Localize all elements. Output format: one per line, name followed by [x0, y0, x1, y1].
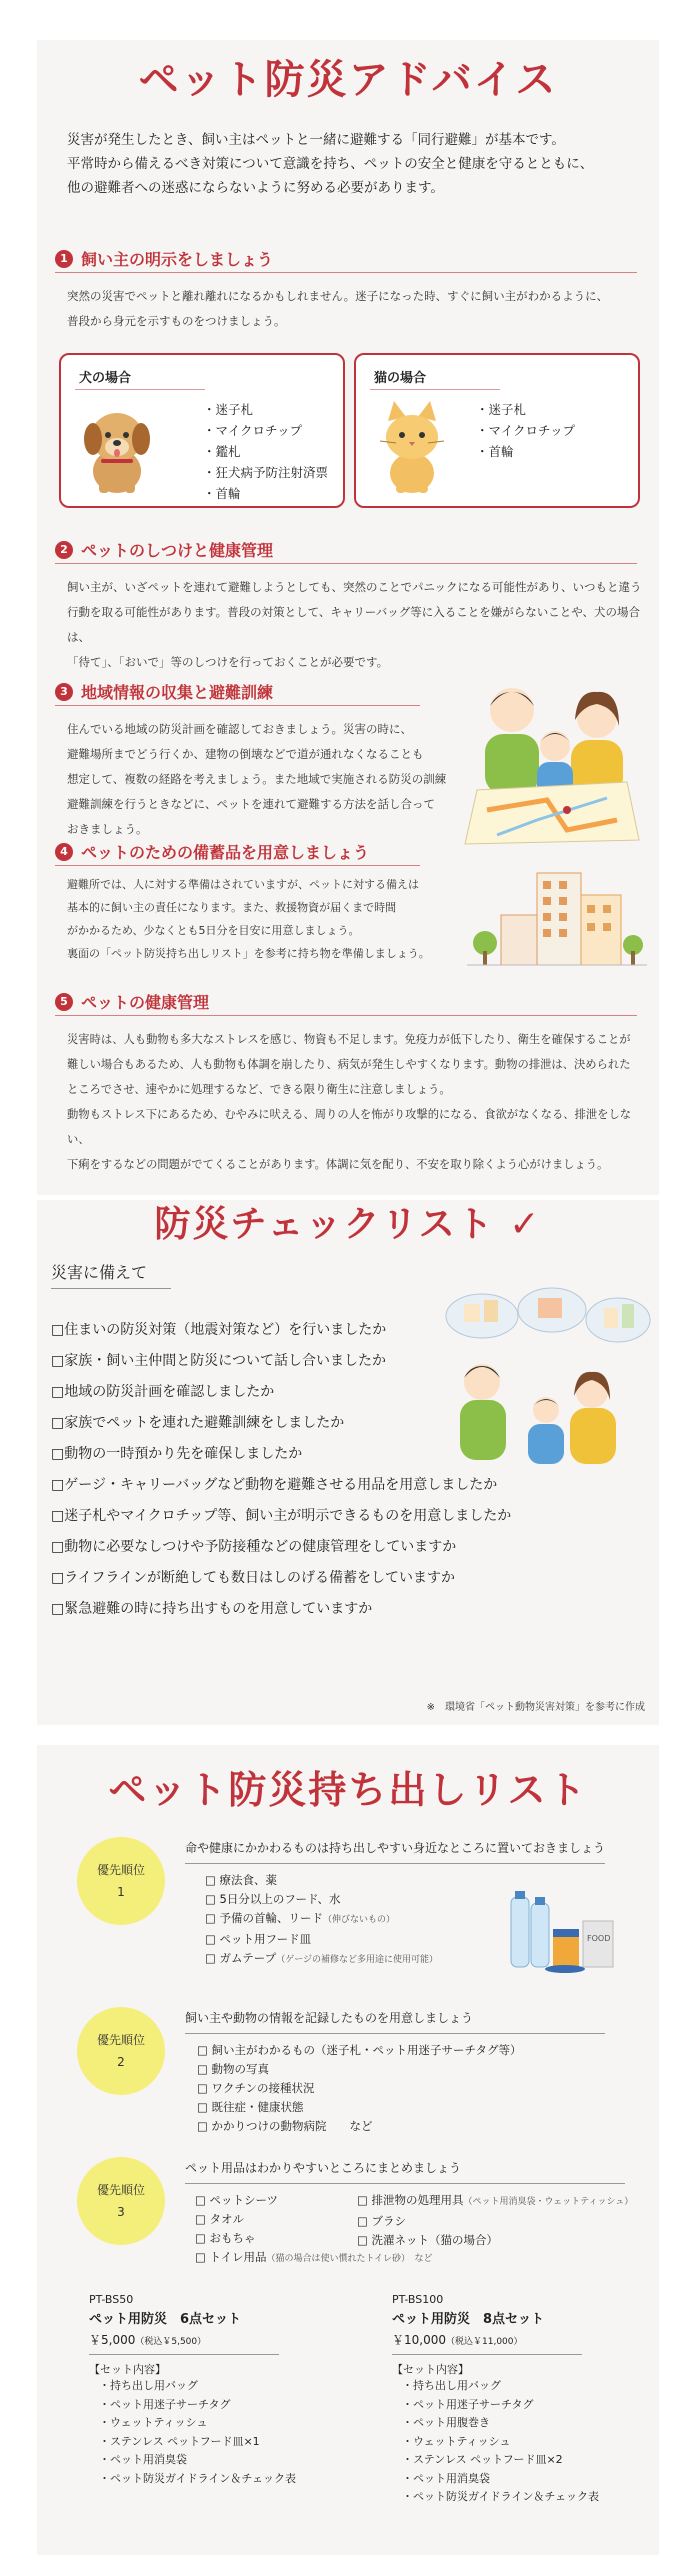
item-label: □ 予備の首輪、リード — [205, 1911, 324, 1925]
cat-box — [354, 353, 640, 508]
priority-divider — [185, 1863, 605, 1864]
priority-label: 優先順位 — [96, 2183, 145, 2197]
priority-3-desc: ペット用品はわかりやすいところにまとめましょう — [185, 2161, 462, 2175]
checklist-item[interactable]: □迷子札やマイクロチップ等、飼い主が明示できるものを用意しましたか — [51, 1508, 512, 1524]
list-item[interactable]: □ 飼い主がわかるもの（迷子札・ペット用迷子サーチタグ等） — [197, 2043, 522, 2057]
body-line: 住んでいる地域の防災計画を確認しておきましょう。災害の時に、 — [67, 722, 412, 736]
checklist-item[interactable]: □ライフラインが断絶しても数日はしのげる備蓄をしていますか — [51, 1570, 455, 1586]
body-line: 裏面の「ペット防災持ち出しリスト」を参考に持ち物を準備しましょう。 — [67, 947, 430, 960]
list-item[interactable] — [205, 1930, 505, 1949]
body-line: 災害時は、人も動物も多大なストレスを感じ、物資も不足します。免疫力が低下したり、衛生を確保することが — [67, 1033, 631, 1046]
section-divider — [55, 705, 420, 706]
set-8pc — [392, 2293, 642, 2507]
takeout-title: ペット防災持ち出しリスト — [108, 1768, 588, 1812]
list-item: ・ステンレス ペットフード皿×2 — [402, 2453, 563, 2466]
priority-divider — [185, 2183, 625, 2184]
priority-3-items-right — [357, 2191, 647, 2250]
section-5-heading — [55, 990, 209, 1013]
list-item[interactable]: □ 既往症・健康状態 — [197, 2100, 304, 2114]
section-4-body — [67, 873, 477, 965]
list-item[interactable] — [357, 2191, 647, 2212]
set-code: PT-BS50 — [89, 2293, 134, 2306]
dog-illustration — [77, 399, 157, 495]
checklist-item[interactable]: □ゲージ・キャリーバッグなど動物を避難させる用品を用意しましたか — [51, 1477, 498, 1493]
list-item: ・ペット用迷子サーチタグ — [99, 2397, 231, 2411]
list-item: ・持ち出し用バッグ — [402, 2379, 501, 2392]
advice-panel — [37, 40, 659, 1195]
list-item[interactable] — [205, 1890, 505, 1909]
item-note: （伸びないもの） — [323, 1915, 396, 1925]
food-label: FOOD — [587, 1934, 611, 1943]
section-4-title: ペットのための備蓄品を用意しましょう — [81, 843, 370, 862]
body-line: 難しい場合もあるため、人も動物も体調を崩したり、病気が発生しやすくなります。動物の排泄は、決められた — [67, 1058, 631, 1071]
list-item: ・ペット用腹巻き — [402, 2416, 490, 2429]
section-3-heading — [55, 680, 273, 703]
list-item[interactable] — [205, 1949, 505, 1970]
section-2-heading — [55, 538, 273, 561]
section-3-body — [67, 717, 447, 842]
section-number-badge: 3 — [55, 683, 73, 701]
priority-2-desc: 飼い主や動物の情報を記録したものを用意しましょう — [185, 2011, 474, 2025]
set-code: PT-BS100 — [392, 2293, 444, 2306]
checklist-heading — [37, 1196, 659, 1247]
priority-label: 優先順位 — [96, 1863, 145, 1877]
set-contents — [402, 2377, 642, 2507]
body-line: がかかるため、少なくとも5日分を目安に用意しましょう。 — [67, 924, 360, 937]
body-line: ところでさせ、速やかに処理するなど、できる限り衛生に注意しましょう。 — [67, 1083, 451, 1096]
list-item: ・マイクロチップ — [476, 423, 576, 438]
list-item[interactable]: □ タオル — [195, 2212, 245, 2226]
section-number-badge: 1 — [55, 250, 73, 268]
checklist-subtitle: 災害に備えて — [51, 1263, 148, 1282]
section-divider — [55, 272, 637, 273]
body-line: 下痢をするなどの問題がでてくることがあります。体調に気を配り、不安を取り除くよう心がけましょう。 — [67, 1158, 609, 1171]
item-label: □ 排泄物の処理用具 — [357, 2193, 464, 2207]
priority-divider — [185, 2033, 605, 2034]
list-item: ・迷子札 — [203, 402, 254, 417]
list-item: ・ペット防災ガイドライン＆チェック表 — [99, 2471, 297, 2485]
cat-illustration — [372, 399, 452, 495]
checklist-panel — [37, 1200, 659, 1725]
list-item[interactable]: □ 洗濯ネット（猫の場合） — [357, 2233, 499, 2247]
price-tax: （税込￥5,500） — [135, 2337, 207, 2347]
item-label: □ トイレ用品 — [195, 2250, 267, 2264]
priority-number: 1 — [117, 1885, 125, 1899]
list-item[interactable]: □ ペットシーツ — [195, 2193, 279, 2207]
section-divider — [55, 563, 637, 564]
box-divider — [75, 389, 205, 390]
body-line: 行動を取る可能性があります。普段の対策として、キャリーバッグ等に入ることを嫌がらないことや、犬の場合は、 — [67, 605, 641, 644]
set-6pc — [89, 2293, 329, 2488]
subtitle-divider — [51, 1288, 171, 1289]
item-note: （猫の場合は使い慣れたトイレ砂） など — [266, 2254, 433, 2264]
dog-box-title: 犬の場合 — [79, 371, 132, 386]
set-divider — [392, 2354, 582, 2355]
intro-line: 平常時から備えるべき対策について意識を持ち、ペットの安全と健康を守るとともに、 — [67, 156, 594, 172]
list-item: ・持ち出し用バッグ — [99, 2379, 198, 2392]
list-item: ・ウェットティッシュ — [402, 2434, 511, 2448]
list-item: ・ペット用消臭袋 — [99, 2453, 187, 2466]
list-item: ・首輪 — [203, 486, 241, 501]
section-divider — [55, 1015, 637, 1016]
priority-1-desc: 命や健康にかかわるものは持ち出しやすい身近なところに置いておきましょう — [185, 1841, 606, 1855]
item-note: （ペット用消臭袋・ウェットティッシュ） — [463, 2197, 634, 2207]
body-line: 避難訓練を行うときなどに、ペットを連れて避難する方法を話し合って — [67, 797, 435, 811]
list-item[interactable]: □ かかりつけの動物病院 など — [197, 2119, 373, 2133]
set-name: ペット用防災 6点セット — [89, 2312, 242, 2327]
list-item: ・迷子札 — [476, 402, 527, 417]
intro-line: 災害が発生したとき、飼い主はペットと一緒に避難する「同行避難」が基本です。 — [67, 132, 565, 148]
takeout-panel — [37, 1745, 659, 2555]
list-item: ・ステンレス ペットフード皿×1 — [99, 2434, 260, 2448]
checklist-item[interactable]: □家族・飼い主仲間と防災について話し合いましたか — [51, 1353, 386, 1369]
body-line: 想定して、複数の経路を考えましょう。また地域で実施される防災の訓練 — [67, 772, 447, 786]
priority-2-circle — [77, 2007, 165, 2095]
item-label: □ ペット用フード皿 — [205, 1932, 312, 1946]
priority-number: 3 — [117, 2205, 125, 2219]
item-label: □ ガムテープ — [205, 1951, 277, 1965]
list-item[interactable] — [195, 2248, 433, 2269]
section-4-heading — [55, 840, 369, 863]
body-line: 避難場所までどう行くか、建物の倒壊などで道が通れなくなることも — [67, 747, 424, 761]
price-value: ￥10,000 — [392, 2333, 446, 2347]
set-divider — [89, 2354, 279, 2355]
intro-line: 他の避難者への迷惑にならないように努める必要があります。 — [67, 180, 444, 196]
body-line: 普段から身元を示すものをつけましょう。 — [67, 314, 286, 328]
cat-box-title: 猫の場合 — [374, 371, 427, 386]
dog-box — [59, 353, 345, 508]
body-line: 突然の災害でペットと離れ離れになるかもしれません。迷子になった時、すぐに飼い主がわかるように、 — [67, 289, 609, 303]
list-item[interactable]: □ 動物の写真 — [197, 2062, 270, 2076]
checklist-item[interactable]: □住まいの防災対策（地震対策など）を行いましたか — [51, 1322, 387, 1338]
body-line: 「待て」、「おいで」等のしつけを行っておくことが必要です。 — [67, 655, 389, 669]
set-contents — [99, 2377, 329, 2488]
priority-3-circle — [77, 2157, 165, 2245]
set-price — [392, 2331, 642, 2348]
checklist-item[interactable]: □動物の一時預かり先を確保しましたか — [51, 1446, 303, 1462]
set-contents-label: 【セット内容】 — [392, 2363, 469, 2376]
list-item: ・鑑札 — [203, 444, 241, 459]
cat-id-list — [476, 399, 575, 462]
section-1-heading — [55, 247, 273, 270]
body-line: おきましょう。 — [67, 822, 148, 836]
evacuation-building-illustration — [467, 865, 647, 975]
set-price — [89, 2331, 329, 2348]
body-line: 動物もストレス下にあるため、むやみに吠える、周りの人を怖がり攻撃的になる、食欲がなくなる、排泄をしない、 — [67, 1108, 632, 1146]
section-1-title: 飼い主の明示をしましょう — [81, 250, 274, 269]
body-line: 基本的に飼い主の責任になります。また、救援物資が届くまで時間 — [67, 901, 397, 914]
list-item[interactable] — [205, 1909, 505, 1930]
priority-1-items — [205, 1871, 505, 1970]
advice-title: ペット防災アドバイス — [138, 57, 558, 103]
item-label: □ 療法食、薬 — [205, 1873, 278, 1887]
dog-id-list — [203, 399, 328, 504]
checklist-item[interactable]: □緊急避難の時に持ち出すものを用意していますか — [51, 1601, 373, 1617]
box-divider — [370, 389, 500, 390]
checklist-item[interactable]: □動物に必要なしつけや予防接種などの健康管理をしていますか — [51, 1539, 457, 1555]
section-number-badge: 4 — [55, 843, 73, 861]
price-tax: （税込￥11,000） — [446, 2337, 523, 2347]
priority-number: 2 — [117, 2055, 125, 2069]
checklist-item[interactable]: □地域の防災計画を確認しましたか — [51, 1384, 275, 1400]
list-item: ・ペット防災ガイドライン＆チェック表 — [402, 2490, 600, 2503]
checklist-item[interactable]: □家族でペットを連れた避難訓練をしましたか — [51, 1415, 345, 1431]
body-line: 避難所では、人に対する準備はされていますが、ペットに対する備えは — [67, 878, 419, 891]
list-item: ・ペット用消臭袋 — [402, 2471, 490, 2485]
priority-2-items — [197, 2041, 617, 2136]
section-5-body — [67, 1027, 647, 1177]
supplies-illustration — [507, 1885, 617, 1975]
section-5-title: ペットの健康管理 — [81, 993, 210, 1012]
section-divider — [55, 865, 420, 866]
list-item[interactable]: □ ブラシ — [357, 2214, 407, 2228]
list-item[interactable] — [205, 1871, 505, 1890]
section-2-title: ペットのしつけと健康管理 — [81, 541, 274, 560]
priority-label: 優先順位 — [96, 2033, 145, 2047]
list-item: ・ペット用迷子サーチタグ — [402, 2397, 534, 2411]
section-number-badge: 2 — [55, 541, 73, 559]
advice-intro — [67, 128, 637, 200]
list-item: ・首輪 — [476, 444, 514, 459]
list-item[interactable]: □ おもちゃ — [195, 2231, 256, 2245]
body-line: 飼い主が、いざペットを連れて避難しようとしても、突然のことでパニックになる可能性があり、いつもと違う — [67, 580, 642, 594]
family-disaster-planning-illustration — [442, 1280, 652, 1480]
section-1-body — [67, 284, 642, 334]
checklist-title: 防災チェックリスト — [154, 1204, 495, 1245]
family-map-illustration — [457, 670, 647, 850]
checkmark-icon: ✓ — [509, 1204, 542, 1245]
item-label: □ 5日分以上のフード、水 — [205, 1892, 341, 1906]
price-value: ￥5,000 — [89, 2333, 136, 2347]
list-item[interactable]: □ ワクチンの接種状況 — [197, 2081, 315, 2095]
set-name: ペット用防災 8点セット — [392, 2312, 545, 2327]
list-item: ・狂犬病予防注射済票 — [203, 465, 329, 480]
set-contents-label: 【セット内容】 — [89, 2363, 166, 2376]
priority-1-circle — [77, 1837, 165, 1925]
item-note: （ゲージの補修など多用途に使用可能） — [276, 1955, 439, 1965]
section-3-title: 地域情報の収集と避難訓練 — [81, 683, 274, 702]
section-number-badge: 5 — [55, 993, 73, 1011]
list-item: ・マイクロチップ — [203, 423, 303, 438]
section-2-body — [67, 575, 647, 675]
list-item: ・ウェットティッシュ — [99, 2416, 208, 2429]
source-note: ※ 環境省「ペット動物災害対策」を参考に作成 — [426, 1702, 645, 1713]
